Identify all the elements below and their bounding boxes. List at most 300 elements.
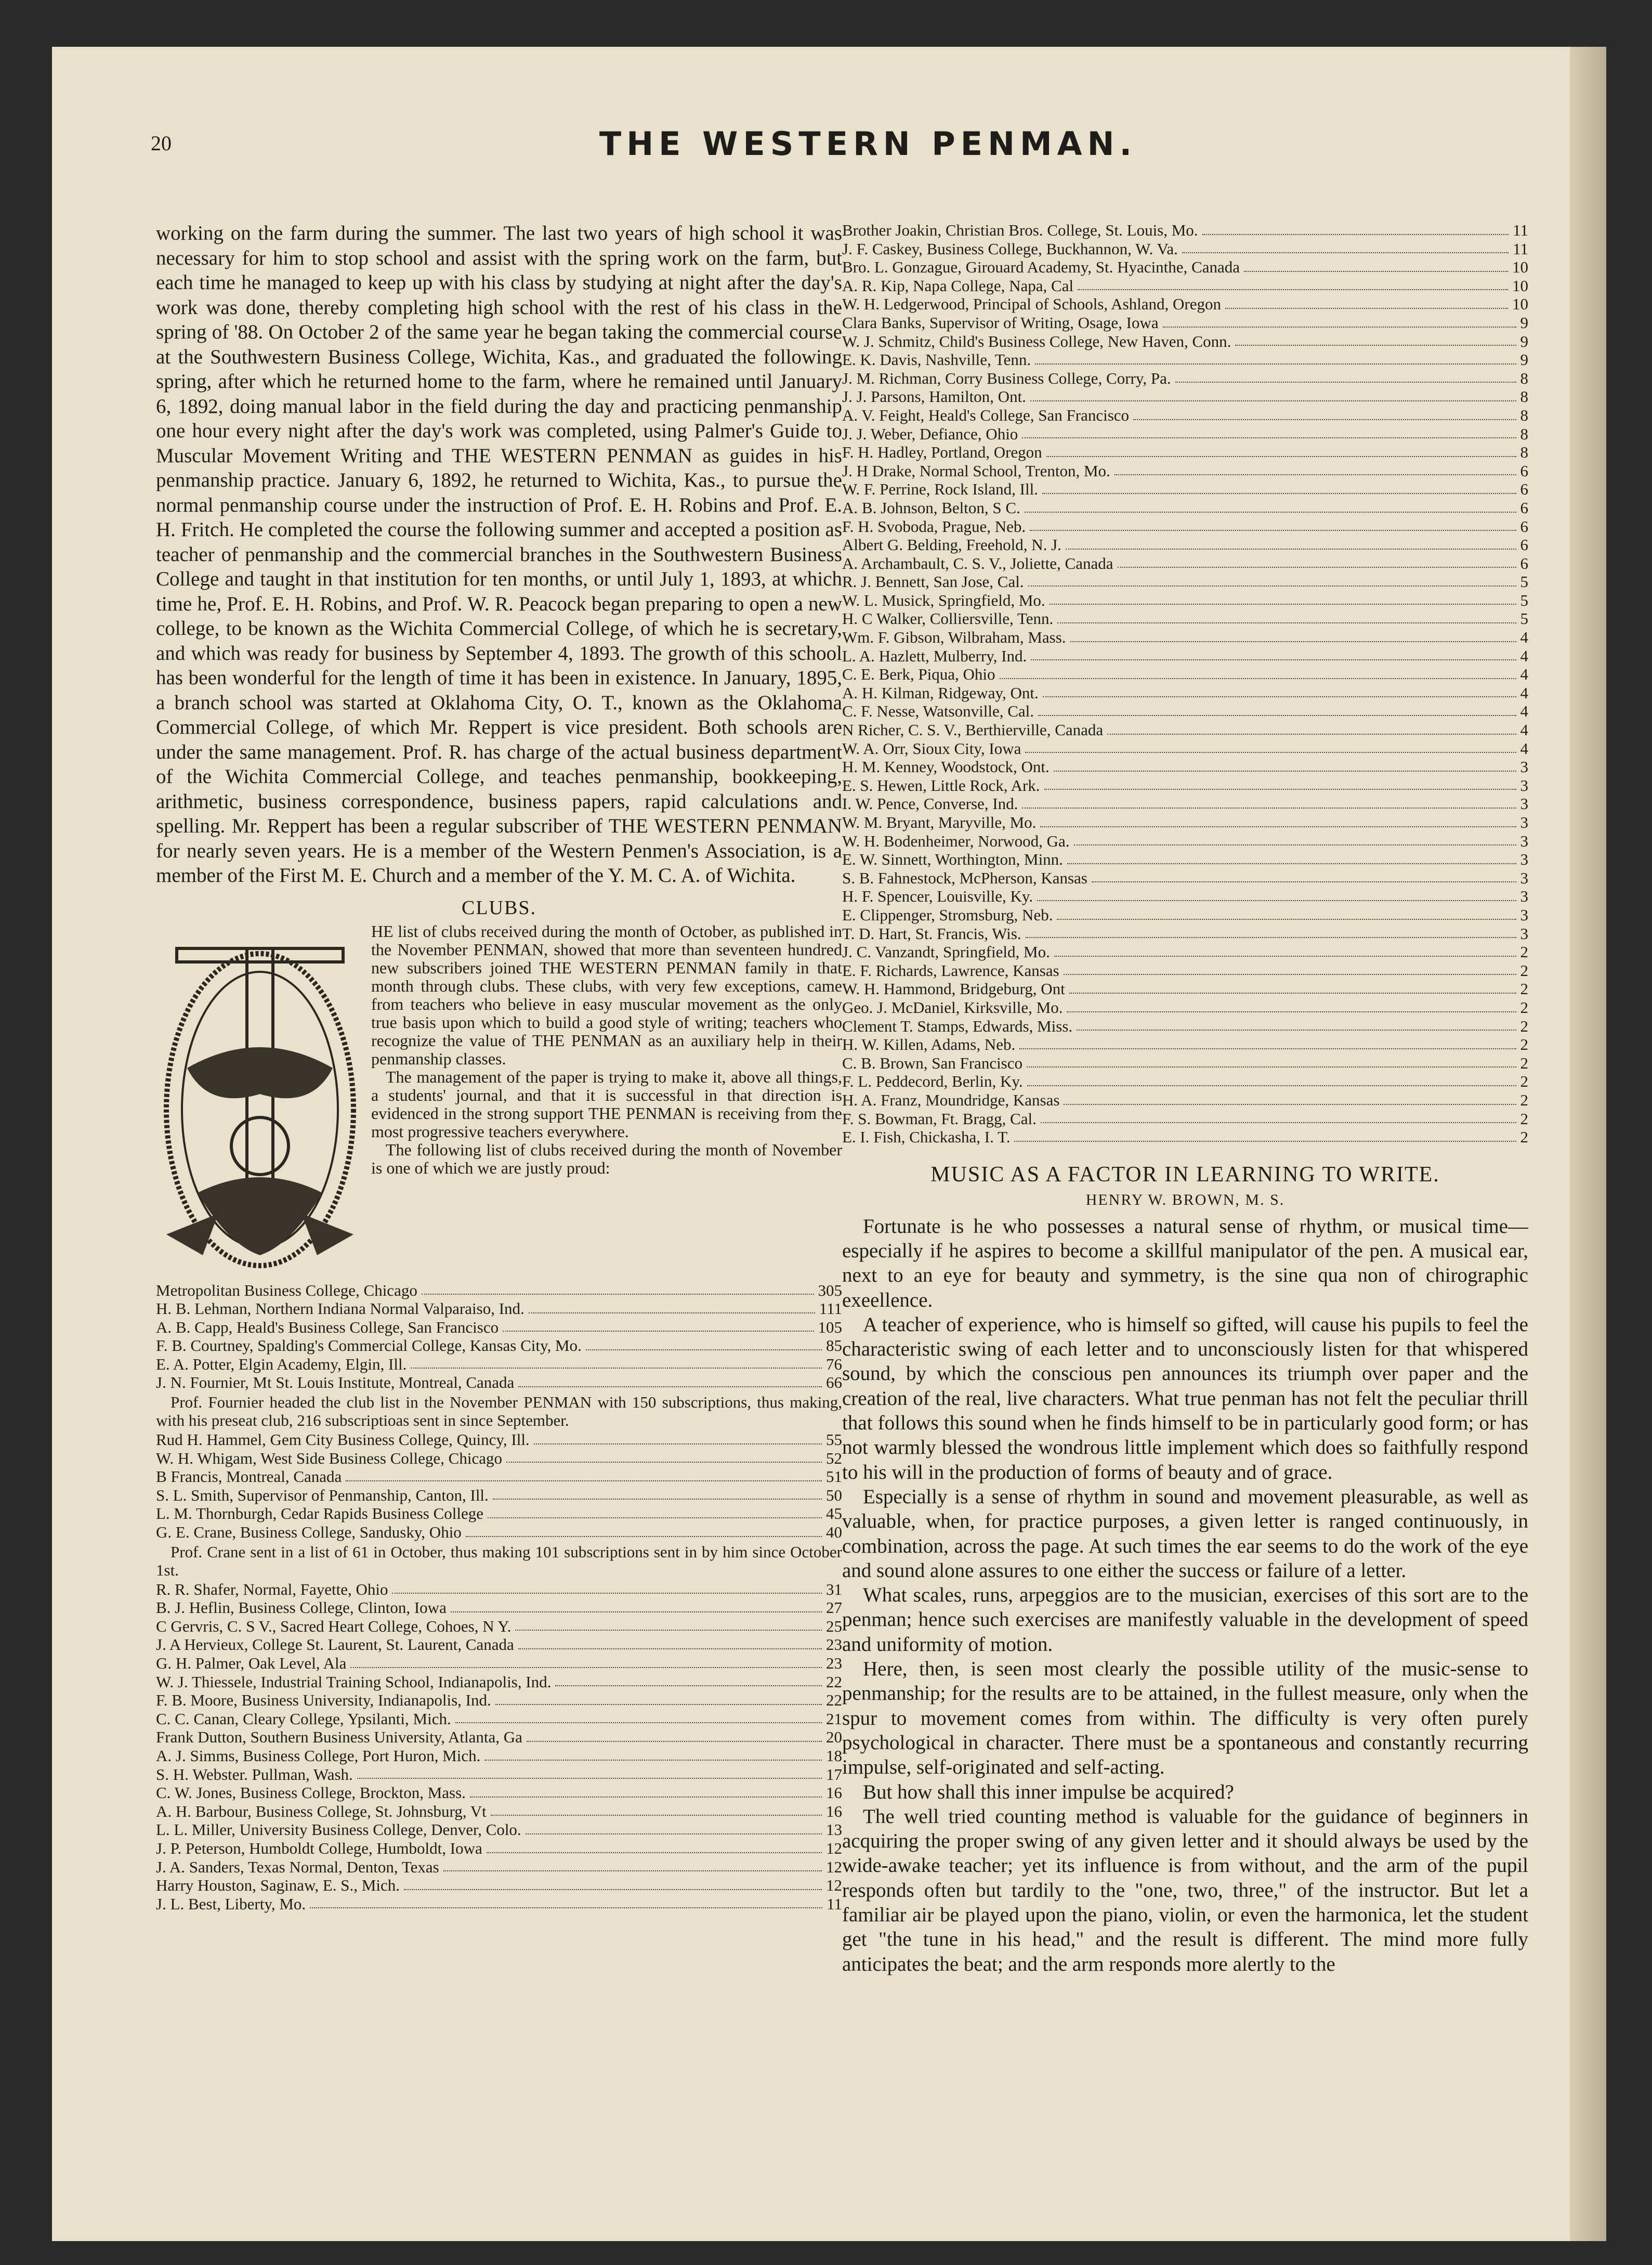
dot-leader [1064,974,1516,975]
dot-leader [1244,271,1508,272]
club-row [842,702,1528,721]
club-name: L. M. Thornburgh, Cedar Rapids Business College [156,1504,484,1523]
club-name: E. Clippenger, Stromsburg, Neb. [842,905,1053,924]
club-count: 5 [1520,591,1528,609]
dot-leader [484,1760,822,1761]
club-name: Bro. L. Gonzague, Girouard Academy, St. Hyacinthe, Canada [842,258,1240,277]
dot-leader [515,1630,822,1631]
club-name: J. C. Vanzandt, Springfield, Mo. [842,943,1050,961]
club-name: A. H. Kilman, Ridgeway, Ont. [842,683,1039,702]
club-row [842,721,1528,739]
club-count: 8 [1520,369,1528,387]
club-row [156,1895,842,1913]
music-paragraph: The well tried counting method is valuable for the guidance of beginners in acquiring the proper swing of any given letter and it should always be used by the wide-awake teacher; yet its influence is from without, and the arm of the pupil responds often but tardily to the "one, two, three," of the instructor. But let a familiar air be played upon the piano, violin, or even the harmonica, let the student get "the tune in his head," and the result is different. The mind more fully anticipates the beat; and the arm responds more alertly to the [842,1805,1528,1975]
dot-leader [1067,863,1516,864]
club-name: L. A. Hazlett, Mulberry, Ind. [842,646,1027,665]
dot-leader [527,1741,822,1742]
club-count: 10 [1512,295,1528,314]
club-row [842,832,1528,851]
club-name: S. L. Smith, Supervisor of Penmanship, Canton, Ill. [156,1486,489,1504]
club-count: 10 [1512,276,1528,295]
club-name: E. W. Sinnett, Worthington, Minn. [842,850,1063,869]
club-row [156,1617,842,1636]
club-name: H. A. Franz, Moundridge, Kansas [842,1090,1060,1109]
club-count: 2 [1520,961,1528,980]
club-row [842,332,1528,351]
club-name: E. S. Hewen, Little Rock, Ark. [842,776,1040,795]
club-row [156,1820,842,1839]
club-count: 51 [826,1467,842,1486]
club-row [156,1318,842,1337]
club-name: C. C. Canan, Cleary College, Ypsilanti, Mich. [156,1709,451,1728]
dot-leader [1043,696,1516,697]
club-name: T. D. Hart, St. Francis, Wis. [842,924,1021,943]
club-name: J. J. Weber, Defiance, Ohio [842,424,1018,443]
club-row [842,314,1528,332]
club-name: J. F. Caskey, Business College, Buckhannon, W. Va. [842,239,1178,258]
club-name: Geo. J. McDaniel, Kirksville, Mo. [842,998,1063,1017]
club-count: 4 [1520,683,1528,702]
dot-leader [1074,844,1516,845]
club-name: B Francis, Montreal, Canada [156,1467,342,1486]
club-count: 17 [826,1765,842,1784]
club-count: 2 [1520,943,1528,961]
club-row [156,1876,842,1895]
dot-leader [1133,419,1516,420]
club-row [842,1054,1528,1073]
clubs-list-b [156,1430,842,1542]
club-row [842,1128,1528,1147]
club-count: 85 [826,1336,842,1355]
club-row [842,758,1528,776]
dot-leader [1028,585,1516,587]
club-name: W. H. Hammond, Bridgeburg, Ont [842,980,1065,998]
dot-leader [526,1833,822,1834]
music-article-body [842,1214,1528,1976]
club-name: F. S. Bowman, Ft. Bragg, Cal. [842,1109,1037,1128]
club-row [156,1467,842,1486]
club-row [842,980,1528,998]
club-row [156,1765,842,1784]
club-row [842,258,1528,277]
club-count: 11 [827,1894,842,1913]
club-name: Harry Houston, Saginaw, E. S., Mich. [156,1876,400,1895]
club-name: R. J. Bennett, San Jose, Cal. [842,572,1024,591]
club-count: 3 [1520,795,1528,813]
club-name: J. M. Richman, Corry Business College, Corry, Pa. [842,369,1171,387]
club-row [156,1336,842,1355]
club-count: 6 [1520,480,1528,499]
dot-leader [534,1443,822,1444]
club-row [156,1747,842,1765]
club-name: F. L. Peddecord, Berlin, Ky. [842,1072,1023,1091]
dot-leader [1057,919,1516,920]
club-name: Clement T. Stamps, Edwards, Miss. [842,1017,1073,1035]
music-paragraph: Especially is a sense of rhythm in sound and movement pleasurable, as well as valuable, when, for practice purposes, a given letter is ranged continuously, in combination, across the page. At such times the ear seems to do the work of the eye and sound alone assures to one either the success or failure of a letter. [842,1485,1528,1582]
club-count: 10 [1512,258,1528,277]
club-name: A. J. Simms, Business College, Port Huron, Mich. [156,1746,481,1765]
dot-leader [1064,1104,1516,1105]
club-count: 3 [1520,758,1528,776]
dot-leader [1050,604,1516,605]
club-count: 22 [826,1672,842,1691]
dot-leader [1069,993,1516,994]
club-name: W. M. Bryant, Maryville, Mo. [842,813,1037,831]
clubs-section [156,922,842,1281]
club-row [156,1580,842,1599]
dot-leader [1225,308,1508,309]
club-name: C. W. Jones, Business College, Brockton, Mass. [156,1784,466,1802]
club-count: 22 [826,1691,842,1710]
club-count: 66 [826,1373,842,1392]
club-count: 4 [1520,739,1528,758]
club-row [842,1072,1528,1091]
club-name: J. A. Sanders, Texas Normal, Denton, Texas [156,1857,439,1876]
club-name: W. H. Ledgerwood, Principal of Schools, Ashland, Oregon [842,295,1221,314]
club-count: 50 [826,1486,842,1504]
club-count: 55 [826,1430,842,1449]
club-name: A. V. Feight, Heald's College, San Francisco [842,406,1130,424]
club-count: 2 [1520,1017,1528,1035]
club-count: 21 [826,1709,842,1728]
dot-leader [1038,715,1516,716]
club-row [156,1728,842,1747]
clubs-emblem-illustration [156,922,364,1281]
club-row [156,1281,842,1300]
music-article-title: MUSIC AS A FACTOR IN LEARNING TO WRITE. [930,1162,1440,1187]
club-row [842,906,1528,925]
club-count: 11 [1513,239,1528,258]
club-count: 9 [1520,332,1528,350]
dot-leader [392,1593,822,1594]
club-name: G. H. Palmer, Oak Level, Ala [156,1654,347,1672]
dot-leader [1026,937,1516,938]
club-name: C. E. Berk, Piqua, Ohio [842,665,995,684]
club-count: 45 [826,1504,842,1523]
dot-leader [422,1294,814,1295]
club-row [156,1635,842,1654]
club-row [842,443,1528,462]
club-count: 3 [1520,813,1528,831]
club-count: 2 [1520,1053,1528,1072]
dot-leader [1067,1011,1516,1012]
dot-leader [466,1536,822,1537]
club-row [156,1299,842,1318]
club-row [156,1839,842,1858]
club-row [842,647,1528,666]
club-row [842,925,1528,943]
club-row [156,1355,842,1374]
club-name: A. H. Barbour, Business College, St. Johnsburg, Vt [156,1802,487,1820]
club-count: 3 [1520,905,1528,924]
club-row [842,499,1528,517]
dot-leader [518,1648,822,1649]
club-count: 16 [826,1802,842,1820]
page [52,47,1606,2241]
club-count: 5 [1520,572,1528,591]
club-name: A. B. Johnson, Belton, S C. [842,498,1020,517]
clubs-paragraph-2: The management of the paper is trying to make it, above all things, a students' journal, and that it is successful in that direction is evidenced in the strong support THE PENMAN is receiving from the most progressive teachers everywhere. [371,1067,842,1141]
music-paragraph: Fortunate is he who possesses a natural sense of rhythm, or musical time—especially if he aspires to become a skillful manipulator of the pen. A musical ear, next to an eye for beauty and symmetry, is the sine qua non of chirographic exeellence. [842,1215,1528,1311]
club-name: Wm. F. Gibson, Wilbraham, Mass. [842,628,1066,647]
dot-leader [491,1815,822,1816]
dot-leader [493,1499,822,1500]
dot-leader [1025,512,1516,513]
dot-leader [1066,549,1516,550]
club-count: 111 [819,1299,842,1318]
club-count: 52 [826,1449,842,1467]
club-count: 105 [818,1318,842,1336]
dot-leader [1041,1122,1516,1123]
dot-leader [529,1312,815,1313]
club-count: 3 [1520,887,1528,906]
club-row [842,813,1528,832]
club-name: C. F. Nesse, Watsonville, Cal. [842,702,1034,721]
dot-leader [1163,327,1516,328]
club-count: 2 [1520,1090,1528,1109]
club-name: E. A. Potter, Elgin Academy, Elgin, Ill. [156,1355,407,1373]
club-name: Frank Dutton, Southern Business University, Atlanta, Ga [156,1728,522,1747]
dot-leader [1092,881,1516,882]
club-row [156,1486,842,1505]
dot-leader [346,1480,822,1481]
dot-leader [518,1386,822,1387]
club-row [842,406,1528,425]
dot-leader [455,1722,822,1723]
page-header [151,125,1585,166]
dot-leader [1054,956,1516,957]
club-count: 12 [826,1857,842,1876]
clubs-list-a [156,1281,842,1392]
club-name: Clara Banks, Supervisor of Writing, Osage, Iowa [842,313,1159,332]
club-row [842,776,1528,795]
club-count: 8 [1520,406,1528,424]
club-name: H. M. Kenney, Woodstock, Ont. [842,758,1050,776]
club-row [156,1802,842,1821]
dot-leader [1019,1048,1516,1049]
club-name: N Richer, C. S. V., Berthierville, Canada [842,721,1104,739]
club-count: 8 [1520,443,1528,462]
dot-leader [495,1704,822,1705]
club-row [842,517,1528,536]
masthead: THE WESTERN PENMAN. [599,125,1137,163]
club-name: J. H Drake, Normal School, Trenton, Mo. [842,461,1110,480]
club-count: 23 [826,1635,842,1654]
club-name: W. J. Schmitz, Child's Business College, New Haven, Conn. [842,332,1231,350]
club-name: F. H. Svoboda, Prague, Neb. [842,517,1026,536]
club-count: 20 [826,1728,842,1747]
club-count: 305 [818,1281,842,1299]
club-row [156,1504,842,1523]
left-column [156,221,842,1913]
club-row [842,536,1528,554]
club-row [842,425,1528,444]
club-row [842,609,1528,628]
dot-leader [411,1368,822,1369]
dot-leader [451,1611,822,1612]
clubs-list-c [156,1580,842,1913]
club-count: 12 [826,1876,842,1895]
club-row [842,369,1528,388]
club-count: 6 [1520,461,1528,480]
club-count: 2 [1520,1109,1528,1128]
dot-leader [1027,1085,1516,1086]
club-count: 76 [826,1355,842,1373]
dot-leader [1078,289,1508,290]
club-count: 2 [1520,1035,1528,1054]
club-count: 40 [826,1523,842,1542]
dot-leader [503,1331,814,1332]
club-row [842,1110,1528,1128]
club-count: 5 [1520,609,1528,628]
dot-leader [470,1797,822,1798]
club-name: A. R. Kip, Napa College, Napa, Cal [842,276,1074,295]
music-paragraph: A teacher of experience, who is himself so gifted, will cause his pupils to feel the characteristic swing of each letter and to unconsciously listen for that whispered sound, by which the conscious pen announces its triumph over paper and the creation of the real, live characters. What true penman has not felt the peculiar thrill that follows this sound when he finds himself to be in particularly good form; or has not warmly blessed the wondrous little implement which does so faithfully respond to his will in the production of forms of beauty and of grace. [842,1313,1528,1483]
club-row [842,572,1528,591]
club-name: J. J. Parsons, Hamilton, Ont. [842,387,1026,406]
club-row [156,1523,842,1542]
dot-leader [1182,252,1509,253]
dot-leader [1014,1141,1516,1142]
club-count: 18 [826,1746,842,1765]
page-spine-shadow [1570,47,1606,2241]
club-name: G. E. Crane, Business College, Sandusky, Ohio [156,1523,462,1542]
club-row [842,1035,1528,1054]
club-count: 2 [1520,1128,1528,1147]
club-row [842,869,1528,888]
club-name: S. H. Webster. Pullman, Wash. [156,1765,353,1784]
page-number: 20 [151,132,172,155]
club-name: F. B. Moore, Business University, Indianapolis, Ind. [156,1691,491,1710]
clubs-title: CLUBS. [462,896,536,919]
dot-leader [1031,659,1516,660]
dot-leader [1030,400,1516,401]
music-paragraph: Here, then, is seen most clearly the possible utility of the music-sense to penmanship; for the results are to be attained, in the fullest measure, only when the spur to movement comes from within. The difficulty is very often purely psychological in character. There must be a spontaneous and constantly recurring impulse, self-originated and self-acting. [842,1658,1528,1779]
dot-leader [1022,808,1516,809]
club-count: 16 [826,1784,842,1802]
club-name: W. F. Perrine, Rock Island, Ill. [842,480,1038,499]
club-row [156,1373,842,1392]
dot-leader [1107,734,1516,735]
dot-leader [357,1778,822,1779]
crane-note: Prof. Crane sent in a list of 61 in October, thus making 101 subscriptions sent in by him since October 1st. [156,1542,842,1579]
club-count: 3 [1520,776,1528,795]
dot-leader [404,1889,822,1890]
club-name: J. N. Fournier, Mt St. Louis Institute, Montreal, Canada [156,1373,515,1392]
club-count: 3 [1520,831,1528,850]
club-name: W. H. Whigam, West Side Business College, Chicago [156,1449,502,1467]
dot-leader [1235,345,1516,346]
club-row [842,350,1528,369]
club-row [156,1598,842,1617]
fournier-note: Prof. Fournier headed the club list in the November PENMAN with 150 subscriptions, thus making, with his preseat club, 216 subscriptioas sent in since September. [156,1393,842,1430]
club-row [842,998,1528,1017]
club-count: 3 [1520,868,1528,887]
dot-leader [1046,456,1516,457]
dot-leader [1115,474,1516,475]
club-name: C. B. Brown, San Francisco [842,1053,1023,1072]
club-row [842,277,1528,295]
dot-leader [350,1667,822,1668]
club-count: 2 [1520,998,1528,1017]
club-count: 8 [1520,424,1528,443]
dot-leader [1000,678,1516,679]
club-count: 9 [1520,350,1528,369]
club-count: 6 [1520,498,1528,517]
dot-leader [1035,363,1516,365]
clubs-list-d [842,221,1528,1147]
club-row [842,795,1528,813]
club-count: 2 [1520,980,1528,998]
club-count: 31 [826,1580,842,1598]
club-name: W. L. Musick, Springfield, Mo. [842,591,1045,609]
club-name: W. J. Thiessele, Industrial Training School, Indianapolis, Ind. [156,1672,552,1691]
club-count: 23 [826,1654,842,1672]
dot-leader [1040,826,1516,827]
dot-leader [555,1685,822,1686]
club-name: H. W. Killen, Adams, Neb. [842,1035,1016,1054]
dot-leader [488,1517,822,1518]
dot-leader [506,1462,822,1463]
club-name: R. R. Shafer, Normal, Fayette, Ohio [156,1580,388,1598]
dot-leader [1202,234,1509,235]
club-row [842,628,1528,647]
club-name: H. F. Spencer, Louisville, Ky. [842,887,1033,906]
club-name: J. A Hervieux, College St. Laurent, St. Laurent, Canada [156,1635,514,1654]
club-count: 6 [1520,536,1528,554]
club-name: E. K. Davis, Nashville, Tenn. [842,350,1031,369]
club-name: A. B. Capp, Heald's Business College, San Francisco [156,1318,499,1336]
music-paragraph: But how shall this inner impulse be acquired? [863,1780,1234,1803]
club-row [842,1091,1528,1110]
dot-leader [1175,382,1516,383]
club-name: E. I. Fish, Chickasha, I. T. [842,1128,1011,1147]
club-row [842,850,1528,869]
club-row [156,1449,842,1468]
club-count: 11 [1513,221,1528,239]
club-row [842,684,1528,702]
club-count: 4 [1520,628,1528,647]
club-name: F. B. Courtney, Spalding's Commercial College, Kansas City, Mo. [156,1336,582,1355]
dot-leader [1118,567,1516,568]
club-row [842,887,1528,906]
clubs-paragraph-3: The following list of clubs received during the month of November is one of which we are justly proud: [371,1140,842,1177]
dot-leader [1044,789,1516,790]
club-count: 12 [826,1839,842,1857]
club-row [842,739,1528,758]
club-count: 8 [1520,387,1528,406]
biography-paragraph: working on the farm during the summer. The last two years of high school it was necessary for him to stop school and assist with the spring work on the farm, but each time he managed to keep up with his class by studying at night after the day's work was done, thereby completing high school with the rest of his class in the spring of '88. On October 2 of the same year he began taking the commercial course at the Southwestern Business College, Wichita, Kas., and graduated the following spring, after which he returned home to the farm, where he remained until January 6, 1892, doing manual labor in the field during the day and practicing penmanship one hour every night after the day's work was completed, using Palmer's Guide to Muscular Movement Writing and THE WESTERN PENMAN as guides in his penmanship practice. January 6, 1892, he returned to Wichita, Kas., to pursue the normal penmanship course under the instruction of Prof. E. H. Robins and Prof. E. H. Fritch. He completed the course the following summer and accepted a position as teacher of penmanship and the commercial branches in the Southwestern Business College and taught in that institution for ten months, or until July 1, 1893, at which time he, Prof. E. H. Robins, and Prof. W. R. Peacock began preparing to open a new college, to be known as the Wichita Commercial College, of which he is secretary, and which was ready for business by September 4, 1893. The growth of this school has been wonderful for the length of time it has been in existence. In January, 1895, a branch school was started at Oklahoma City, O. T., known as the Oklahoma Commercial College, of which Mr. Reppert is vice president. Both schools are under the same management. Prof. R. has charge of the actual business department of the Wichita Commercial College, and teaches penmanship, bookkeeping, arithmetic, business correspondence, business papers, rapid calculations and spelling. Mr. Reppert has been a regular subscriber of THE WESTERN PENMAN for nearly seven years. He is a member of the Western Penmen's Association, is a member of the First M. E. Church and a member of the Y. M. C. A. of Wichita. [156,222,842,887]
club-row [842,462,1528,480]
club-name: I. W. Pence, Converse, Ind. [842,795,1018,813]
club-name: B. J. Heflin, Business College, Clinton, Iowa [156,1598,447,1617]
club-name: Metropolitan Business College, Chicago [156,1281,417,1299]
club-row [156,1691,842,1710]
club-name: Brother Joakin, Christian Bros. College, St. Louis, Mo. [842,221,1198,239]
club-row [156,1710,842,1728]
club-count: 4 [1520,721,1528,739]
club-row [842,961,1528,980]
club-count: 2 [1520,1072,1528,1091]
club-name: W. H. Bodenheimer, Norwood, Ga. [842,831,1070,850]
dot-leader [1057,622,1516,623]
club-count: 9 [1520,313,1528,332]
right-column [842,221,1528,1976]
club-name: C Gervris, C. S V., Sacred Heart College, Cohoes, N Y. [156,1617,512,1635]
club-count: 4 [1520,646,1528,665]
music-article-author: HENRY W. BROWN, M. S. [1085,1191,1285,1208]
club-count: 4 [1520,702,1528,721]
